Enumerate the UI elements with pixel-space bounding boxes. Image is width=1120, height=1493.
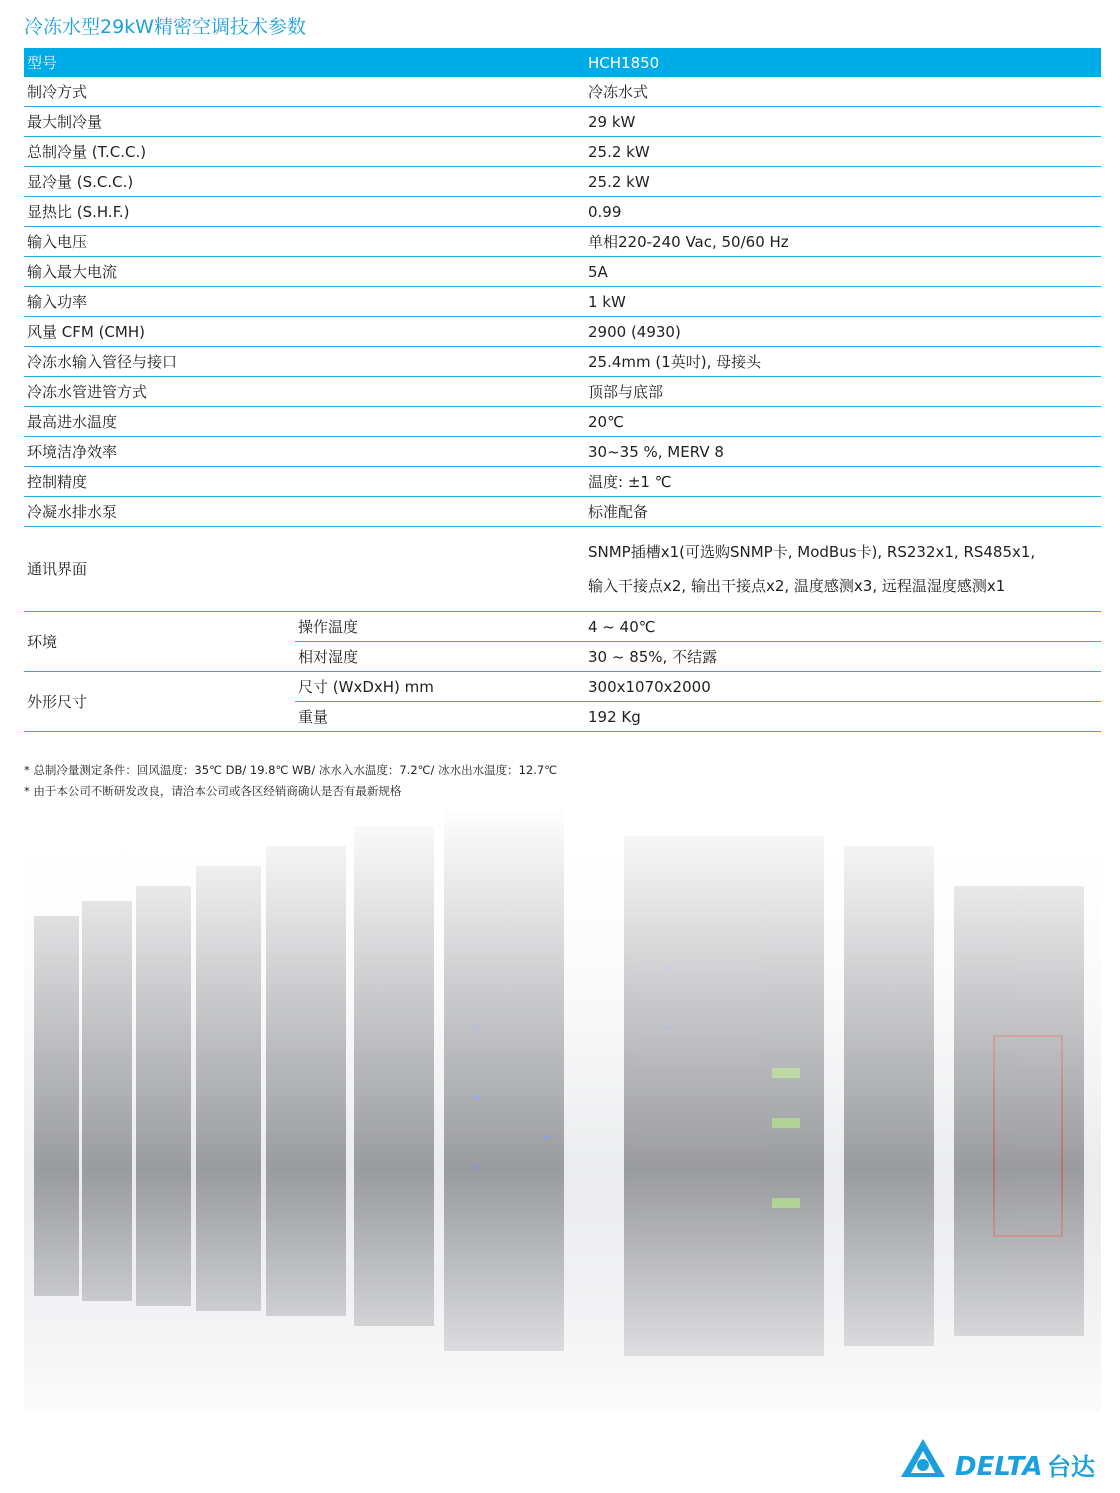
table-header-row [24, 48, 1101, 77]
spec-value: 标准配备 [585, 497, 1101, 527]
spec-label: 最大制冷量 [24, 107, 585, 137]
spec-row [24, 407, 1101, 437]
comm-line: 输入干接点x2, 输出干接点x2, 温度感测x3, 远程温湿度感测x1 [588, 577, 1006, 595]
dims-sub-value: 300x1070x2000 [585, 672, 1101, 702]
spec-label: 输入最大电流 [24, 257, 585, 287]
spec-label: 最高进水温度 [24, 407, 585, 437]
spec-row [24, 347, 1101, 377]
spec-label: 显冷量 (S.C.C.) [24, 167, 585, 197]
spec-row [24, 497, 1101, 527]
env-label: 环境 [24, 612, 295, 672]
comm-value [585, 527, 1101, 612]
spec-value: 20℃ [585, 407, 1101, 437]
spec-label: 环境洁净效率 [24, 437, 585, 467]
spec-value: 顶部与底部 [585, 377, 1101, 407]
env-sub-label: 操作温度 [295, 612, 585, 642]
delta-logo [897, 1431, 1102, 1483]
spec-label: 输入功率 [24, 287, 585, 317]
footnotes [24, 760, 557, 802]
spec-value: 2900 (4930) [585, 317, 1101, 347]
spec-value: 25.2 kW [585, 167, 1101, 197]
spec-row [24, 377, 1101, 407]
brand-cn: 台达 [1047, 1453, 1095, 1481]
spec-row [24, 467, 1101, 497]
spec-table [24, 48, 1101, 732]
model-label: 型号 [24, 48, 585, 77]
comm-label: 通讯界面 [24, 527, 585, 612]
spec-row [24, 167, 1101, 197]
dims-label: 外形尺寸 [24, 672, 295, 732]
spec-label: 冷冻水输入管径与接口 [24, 347, 585, 377]
spec-row [24, 137, 1101, 167]
spec-value: 0.99 [585, 197, 1101, 227]
spec-label: 风量 CFM (CMH) [24, 317, 585, 347]
spec-label: 冷凝水排水泵 [24, 497, 585, 527]
spec-value: 温度: ±1 ℃ [585, 467, 1101, 497]
env-sub-value: 4 ~ 40℃ [585, 612, 1101, 642]
env-sub-value: 30 ~ 85%, 不结露 [585, 642, 1101, 672]
dims-row [24, 672, 1101, 702]
spec-label: 冷冻水管进管方式 [24, 377, 585, 407]
photo-fade-overlay [24, 806, 1101, 1411]
comm-line: SNMP插槽x1(可选购SNMP卡, ModBus卡), RS232x1, RS485x1, [588, 543, 1036, 561]
dims-sub-label: 重量 [295, 702, 585, 732]
env-row [24, 612, 1101, 642]
spec-value: 30~35 %, MERV 8 [585, 437, 1101, 467]
spec-value: 单相220-240 Vac, 50/60 Hz [585, 227, 1101, 257]
spec-row [24, 197, 1101, 227]
spec-row [24, 77, 1101, 107]
spec-value: 5A [585, 257, 1101, 287]
spec-row [24, 287, 1101, 317]
spec-row [24, 437, 1101, 467]
spec-row [24, 257, 1101, 287]
spec-row [24, 107, 1101, 137]
spec-value: 冷冻水式 [585, 77, 1101, 107]
spec-label: 总制冷量 (T.C.C.) [24, 137, 585, 167]
datacenter-photo [24, 806, 1101, 1411]
spec-label: 控制精度 [24, 467, 585, 497]
footnote: * 由于本公司不断研发改良，请洽本公司或各区经销商确认是否有最新规格 [24, 784, 402, 798]
dims-sub-label: 尺寸 (WxDxH) mm [295, 672, 585, 702]
spec-label: 显热比 (S.H.F.) [24, 197, 585, 227]
model-value: HCH1850 [585, 48, 1101, 77]
spec-label: 输入电压 [24, 227, 585, 257]
comm-row [24, 527, 1101, 612]
document-title: 冷冻水型29kW精密空调技术参数 [24, 16, 306, 38]
spec-value: 29 kW [585, 107, 1101, 137]
spec-value: 25.2 kW [585, 137, 1101, 167]
spec-value: 1 kW [585, 287, 1101, 317]
env-sub-label: 相对湿度 [295, 642, 585, 672]
spec-row [24, 317, 1101, 347]
spec-label: 制冷方式 [24, 77, 585, 107]
brand-name: DELTA [955, 1452, 1043, 1482]
footnote: * 总制冷量测定条件：回风温度：35℃ DB/ 19.8℃ WB/ 冰水入水温度：7.2℃/ 冰水出水温度：12.7℃ [24, 763, 558, 777]
spec-value: 25.4mm (1英吋), 母接头 [585, 347, 1101, 377]
dims-sub-value: 192 Kg [585, 702, 1101, 732]
spec-row [24, 227, 1101, 257]
